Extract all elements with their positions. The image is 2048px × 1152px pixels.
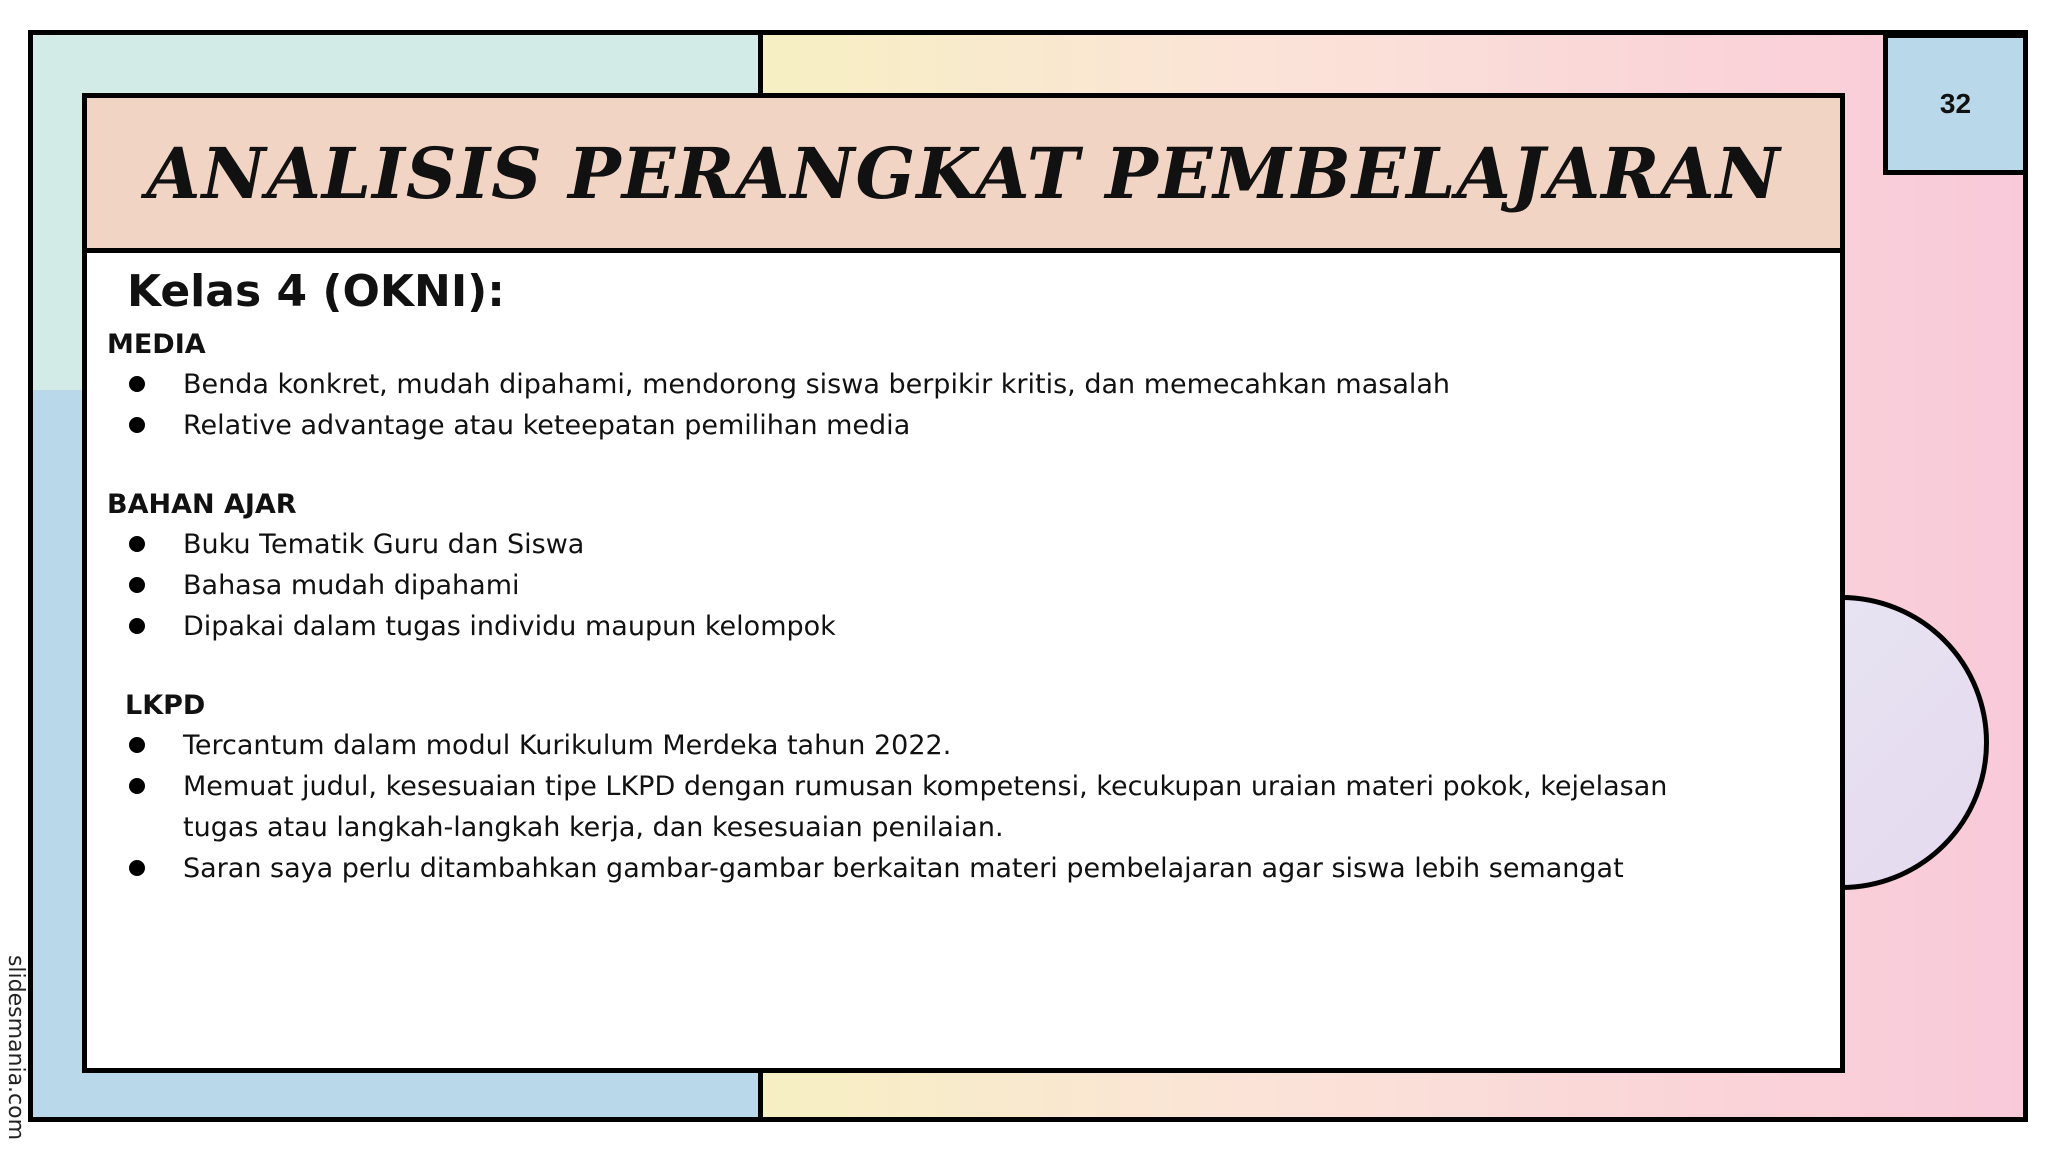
bullet-icon — [129, 577, 145, 593]
media-list — [107, 364, 1727, 446]
lkpd-list — [107, 725, 1727, 889]
bullet-icon — [129, 536, 145, 552]
list-item: Relative advantage atau keteepatan pemilihan media — [107, 405, 1727, 446]
list-item: Buku Tematik Guru dan Siswa — [107, 524, 1727, 565]
credit-watermark — [0, 945, 36, 1145]
list-item: Saran saya perlu ditambahkan gambar-gambar berkaitan materi pembelajaran agar siswa lebih semangat — [107, 848, 1727, 889]
content-body — [107, 258, 1727, 889]
bullet-icon — [129, 860, 145, 876]
list-item: Dipakai dalam tugas individu maupun kelompok — [107, 606, 1727, 647]
credit-text[interactable]: slidesmania.com — [3, 954, 29, 1141]
section-heading-bahan-ajar: BAHAN AJAR — [107, 489, 297, 520]
page-number-badge — [1883, 33, 2028, 175]
bullet-icon — [129, 618, 145, 634]
content-card — [82, 93, 1845, 1073]
list-item: Tercantum dalam modul Kurikulum Merdeka tahun 2022. — [107, 725, 1727, 766]
list-item: Benda konkret, mudah dipahami, mendorong siswa berpikir kritis, dan memecahkan masalah — [107, 364, 1727, 405]
list-item: Bahasa mudah dipahami — [107, 565, 1727, 606]
bullet-icon — [129, 737, 145, 753]
list-item: Memuat judul, kesesuaian tipe LKPD dengan rumusan kompetensi, kecukupan uraian materi pokok, kejelasan tugas atau langkah-langkah kerja, dan kesesuaian penilaian. — [107, 766, 1727, 848]
section-heading-lkpd: LKPD — [125, 690, 206, 721]
bullet-icon — [129, 376, 145, 392]
bullet-icon — [129, 778, 145, 794]
slide-title: ANALISIS PERANGKAT PEMBELAJARAN — [146, 131, 1781, 215]
title-bar — [87, 98, 1840, 253]
class-heading: Kelas 4 (OKNI): — [127, 266, 505, 317]
bahan-ajar-list — [107, 524, 1727, 647]
page-number: 32 — [1939, 88, 1972, 119]
section-heading-media: MEDIA — [107, 329, 206, 360]
bullet-icon — [129, 417, 145, 433]
